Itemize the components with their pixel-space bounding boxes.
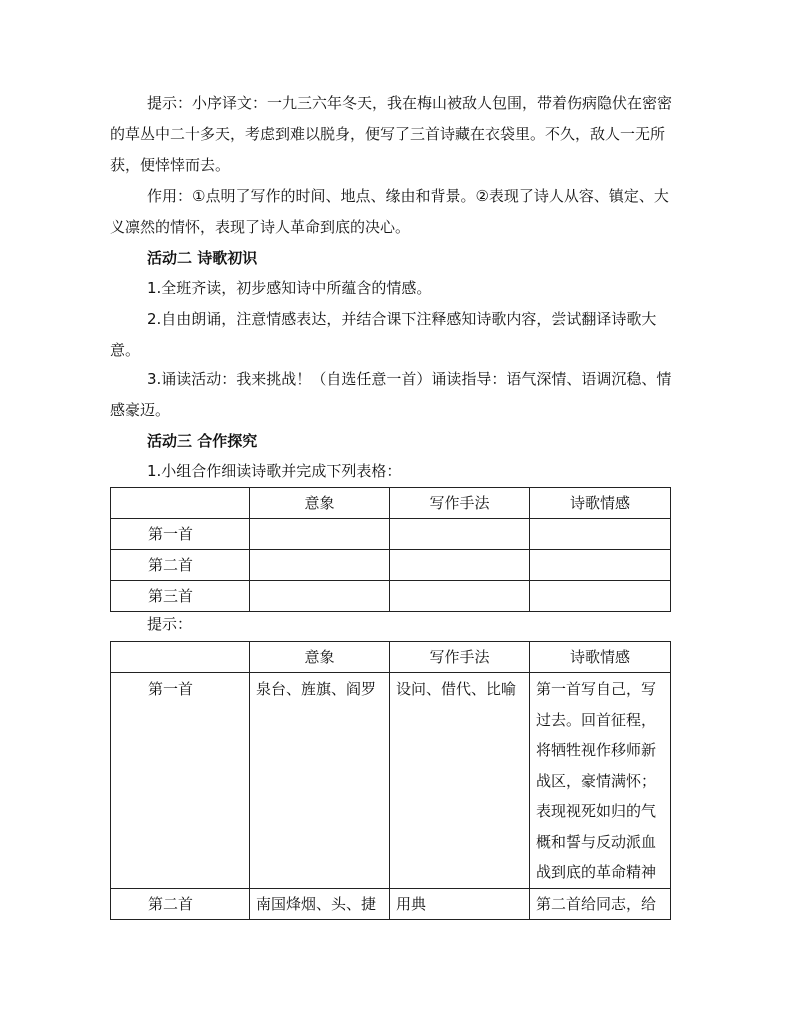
row-label: 第二首 (111, 550, 250, 581)
hint-translation-paragraph: 提示：小序译文：一九三六年冬天，我在梅山被敌人包围，带着伤病隐伏在密密的草丛中二十多天，考虑到难以脱身，便写了三首诗藏在衣袋里。不久，敌人一无所获，便悻悻而去。 (110, 94, 673, 174)
table-row (111, 519, 671, 550)
exercise-table (110, 487, 671, 612)
table-instruction-paragraph: 1.小组合作细读诗歌并完成下列表格： (147, 462, 402, 480)
emotion-cell: 第一首写自己，写过去。回首征程，将牺牲视作移师新战区，豪情满怀；表现视死如归的气概和誓与反动派血战到底的革命精神 (530, 673, 671, 889)
step-3-paragraph: 3.诵读活动：我来挑战！（自选任意一首）诵读指导：语气深情、语调沉稳、情感豪迈。 (110, 370, 672, 419)
empty-cell (250, 581, 390, 612)
table-header-row (111, 488, 671, 519)
empty-cell (390, 519, 530, 550)
table-header-row (111, 642, 671, 673)
header-empty-cell (111, 488, 250, 519)
emotion-cell: 第二首给同志，给 (530, 888, 671, 920)
activity-three-heading: 活动三 合作探究 (147, 432, 258, 450)
header-empty-cell (111, 642, 250, 673)
header-technique: 写作手法 (390, 642, 530, 673)
imagery-cell: 泉台、旌旗、阎罗 (250, 673, 390, 889)
hint-label: 提示： (147, 615, 193, 633)
empty-cell (530, 581, 671, 612)
empty-cell (250, 519, 390, 550)
answer-table (110, 641, 671, 920)
empty-cell (250, 550, 390, 581)
technique-cell: 设问、借代、比喻 (390, 673, 530, 889)
function-paragraph: 作用：①点明了写作的时间、地点、缘由和背景。②表现了诗人从容、镇定、大义凛然的情怀，表现了诗人革命到底的决心。 (110, 187, 669, 236)
header-emotion: 诗歌情感 (530, 488, 671, 519)
row-label: 第二首 (111, 888, 250, 920)
header-imagery: 意象 (250, 642, 390, 673)
imagery-cell: 南国烽烟、头、捷 (250, 888, 390, 920)
table-row (111, 550, 671, 581)
technique-cell: 用典 (390, 888, 530, 920)
header-imagery: 意象 (250, 488, 390, 519)
empty-cell (530, 550, 671, 581)
header-emotion: 诗歌情感 (530, 642, 671, 673)
empty-cell (530, 519, 671, 550)
table-row (111, 673, 671, 889)
empty-cell (390, 581, 530, 612)
header-technique: 写作手法 (390, 488, 530, 519)
row-label: 第一首 (111, 673, 250, 889)
table-row (111, 888, 671, 920)
step-2-paragraph: 2.自由朗诵，注意情感表达，并结合课下注释感知诗歌内容，尝试翻译诗歌大意。 (110, 310, 657, 359)
step-1-paragraph: 1.全班齐读，初步感知诗中所蕴含的情感。 (147, 279, 432, 297)
row-label: 第一首 (111, 519, 250, 550)
row-label: 第三首 (111, 581, 250, 612)
activity-two-heading: 活动二 诗歌初识 (147, 249, 258, 267)
table-row (111, 581, 671, 612)
empty-cell (390, 550, 530, 581)
